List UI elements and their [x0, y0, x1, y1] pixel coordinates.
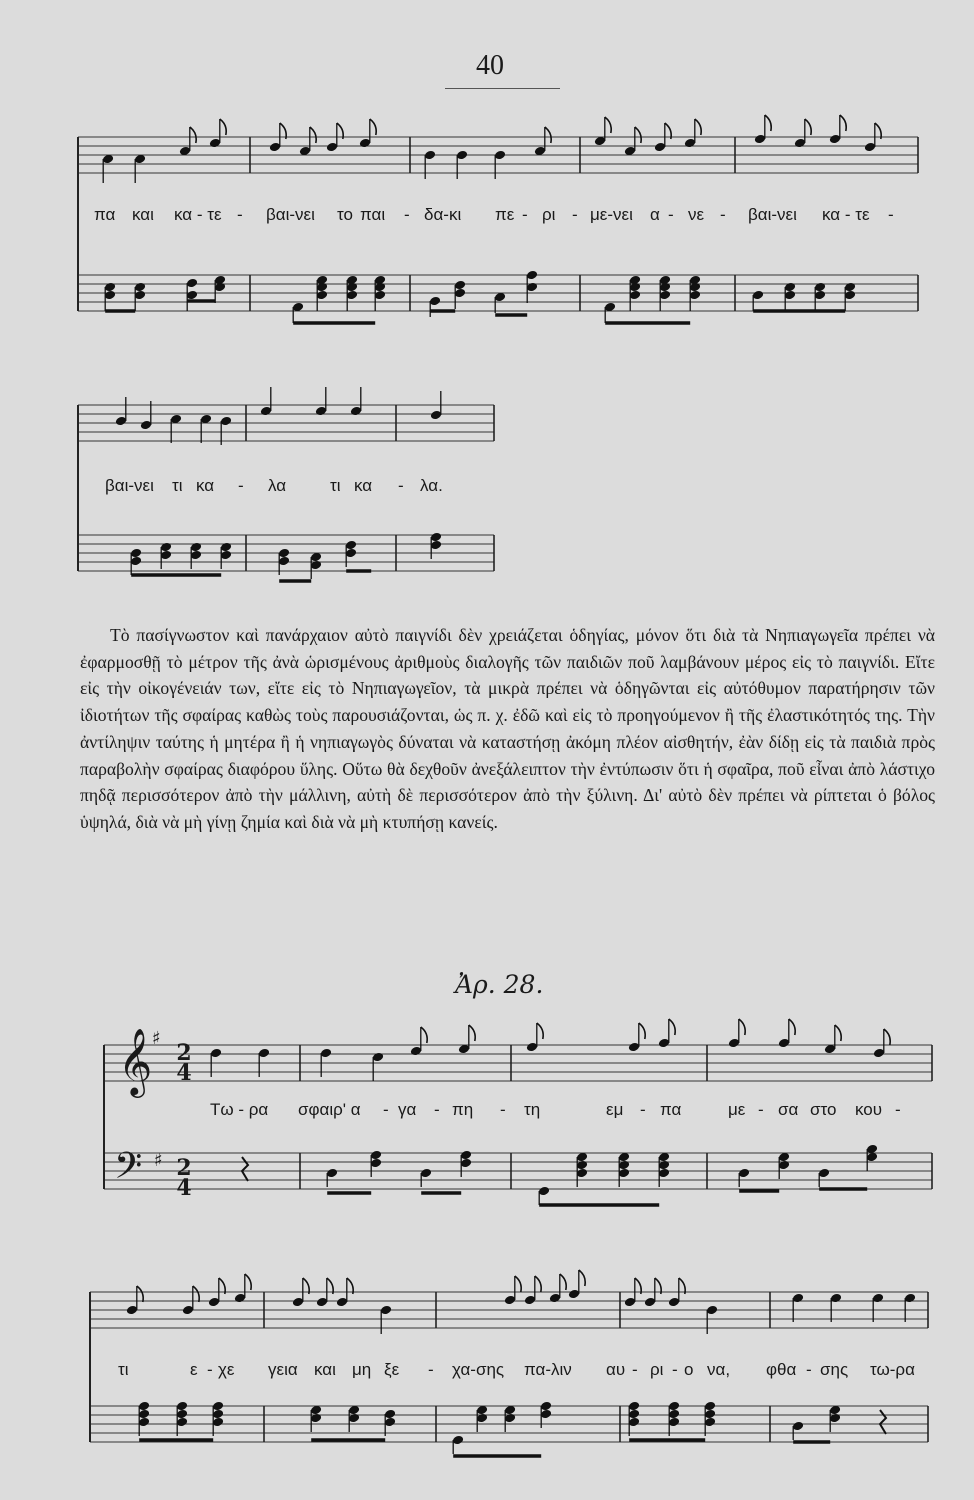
lyric: γα	[398, 1100, 417, 1119]
lyric: πε	[495, 205, 515, 224]
lyric: στο	[810, 1100, 837, 1119]
lyric: ξε	[384, 1360, 400, 1379]
lyric: φθα	[766, 1360, 797, 1379]
note-flag	[190, 127, 196, 143]
system-3-lyrics	[0, 1100, 974, 1124]
note-flag	[739, 1019, 745, 1035]
lyric: κα - τε	[174, 205, 222, 224]
page-number: 40	[476, 50, 504, 81]
note-flag	[310, 127, 316, 143]
lyric: γεια	[268, 1360, 298, 1379]
paragraph: Τὸ πασίγνωστον καὶ πανάρχαιον αὐτὸ παιγνίδι δὲν χρειάζεται ὁδηγίας, μόνον ὅτι διὰ τὰ Νηπιαγωγεῖα πρέπει νὰ ἐφαρμοσθῇ τὸ μέτρον τῆς ἀνὰ ὡρισμένους ἀριθμοὺς διαλογῆς τῶν παιδιῶν ποῦ λαμβάνουν μέρος εἰς τὸ παιγνίδι. Εἴτε εἰς τὴν οἰκογένειάν των, εἴτε εἰς τὸ Νηπιαγωγεῖον, τὰ μικρὰ πρέπει νὰ ὁδηγῶνται εἰς αὐτόθυμον παρατήρησιν τῶν ἰδιοτήτων τῆς σφαίρας καθὼς τοὺς παρουσιάζονται, ὡς π. χ. ἐδῶ καὶ εἰς τὸ προηγούμενον ἢ τῆς ἐλαστικότητός της. Τὴν ἀντίληψιν ταύτης ἡ μητέρα ἢ ἡ νηπιαγωγὸς δύναται νὰ καταστήσῃ ἀκόμη πλέον αἰσθητήν, ἐὰν δίδῃ εἰς τὰ παιδιὰ πρὸς παραβολὴν σφαίρας διαφόρου ὕλης. Οὕτω θὰ δεχθοῦν ἀνεξάλειπτον τὴν ἐντύπωσιν ὅτι ἡ σφαῖρα, ποῦ εἶναι ἀπὸ λάστιχο πηδᾷ περισσότερον ἀπὸ τὴν μάλλινη, αὐτὴ δὲ περισσότερον ἀπὸ τὴν ξύλινη. Δι' αὐτὸ δὲν πρέπει νὰ ρίπτεται ὁ βόλος ὑψηλά, διὰ νὰ μὴ γίνῃ ζημία καὶ διὰ νὰ μὴ κτυπήσῃ κανείς.	[80, 625, 935, 832]
lyric: -	[383, 1100, 389, 1119]
note-flag	[605, 117, 611, 133]
note-flag	[789, 1019, 795, 1035]
lyric: ε	[190, 1360, 198, 1379]
lyric: -	[404, 205, 410, 224]
note-flag	[840, 115, 846, 131]
lyric: -	[500, 1100, 506, 1119]
lyric: -	[895, 1100, 901, 1119]
lyric: -	[237, 205, 243, 224]
lyric: σα	[778, 1100, 799, 1119]
system-4-lyrics	[0, 1360, 974, 1384]
lyric: -	[806, 1360, 812, 1379]
lyric: τω-ρα	[870, 1360, 915, 1379]
note-flag	[193, 1286, 199, 1302]
lyric: ο	[684, 1360, 694, 1379]
note-flag	[537, 1023, 543, 1039]
lyric: -	[668, 205, 674, 224]
note-flag	[137, 1286, 143, 1302]
note-flag	[560, 1274, 566, 1290]
lyric: τη	[524, 1100, 541, 1119]
time-signature-treble	[172, 1040, 196, 1086]
lyric: με-νει	[590, 205, 633, 224]
lyric: -	[207, 1360, 213, 1379]
lyric: κα	[196, 476, 215, 495]
time-signature-bottom: 4	[176, 1060, 192, 1086]
lyric: να,	[707, 1360, 731, 1379]
lyric: δα-κι	[424, 205, 462, 224]
lyric: -	[434, 1100, 440, 1119]
note-flag	[545, 127, 551, 143]
note-flag	[579, 1270, 585, 1286]
lyric: -	[888, 205, 894, 224]
time-signature-top: 2	[176, 1040, 192, 1066]
time-signature-bottom: 4	[176, 1175, 192, 1201]
lyric: -	[758, 1100, 764, 1119]
lyric: -	[238, 476, 244, 495]
lyric: σφαιρ' α	[298, 1100, 361, 1119]
lyric: ρι	[542, 205, 556, 224]
lyric: και	[314, 1360, 336, 1379]
lyric: εμ	[606, 1100, 624, 1119]
lyric: κου	[855, 1100, 883, 1119]
lyric: -	[522, 205, 528, 224]
rest-icon	[880, 1410, 886, 1434]
time-signature-top: 2	[176, 1155, 192, 1181]
lyric: ρι	[650, 1360, 664, 1379]
note-flag	[469, 1025, 475, 1041]
note-flag	[884, 1029, 890, 1045]
lyric: τι	[172, 476, 183, 495]
lyric: Τω - ρα	[210, 1100, 269, 1119]
note-flag	[421, 1027, 427, 1043]
lyric: αυ	[606, 1360, 626, 1379]
bass-clef-icon: 𝄢	[114, 1145, 143, 1196]
lyric: πα-λιν	[524, 1360, 572, 1379]
lyric: πα	[660, 1100, 682, 1119]
lyric: -	[720, 205, 726, 224]
lyric: χε	[218, 1360, 235, 1379]
note-flag	[669, 1019, 675, 1035]
lyric: το	[337, 205, 353, 224]
lyric: με	[728, 1100, 746, 1119]
lyric: βαι-νει	[105, 476, 154, 495]
note-flag	[805, 119, 811, 135]
lyric: και	[132, 205, 154, 224]
note-flag	[765, 115, 771, 131]
lyric: βαι-νει	[748, 205, 797, 224]
note-flag	[370, 119, 376, 135]
note-flag	[835, 1025, 841, 1041]
lyric: χα-σης	[452, 1360, 505, 1379]
lyric: τι	[330, 476, 341, 495]
time-signature-bass	[172, 1155, 196, 1201]
lyric: λα.	[420, 476, 443, 495]
note-flag	[639, 1023, 645, 1039]
lyric: α	[650, 205, 660, 224]
note-flag	[220, 119, 226, 135]
lyric: -	[672, 1360, 678, 1379]
note-flag	[535, 1276, 541, 1292]
lyric: -	[572, 205, 578, 224]
lyric: τι	[118, 1360, 129, 1379]
rest-icon	[242, 1157, 248, 1181]
note-flag	[245, 1274, 251, 1290]
system-1-lyrics	[0, 205, 974, 229]
lyric: πα	[94, 205, 116, 224]
note-flag	[695, 119, 701, 135]
lyric: πη	[452, 1100, 474, 1119]
lyric: λα	[268, 476, 287, 495]
lyric: -	[428, 1360, 434, 1379]
lyric: νε	[688, 205, 705, 224]
lyric: παι	[360, 205, 386, 224]
note-flag	[635, 127, 641, 143]
header-rule	[445, 88, 560, 89]
note-flag	[515, 1276, 521, 1292]
lyric: βαι-νει	[266, 205, 315, 224]
lyric: -	[398, 476, 404, 495]
lyric: κα - τε	[822, 205, 870, 224]
sharp-icon: ♯	[154, 1150, 163, 1171]
system-2-lyrics	[0, 476, 974, 500]
treble-clef-icon: 𝄞	[118, 1027, 153, 1095]
lyric: κα	[354, 476, 373, 495]
sharp-icon: ♯	[152, 1028, 161, 1049]
lyric: μη	[352, 1360, 372, 1379]
section-title: Ἀρ. 28.	[455, 970, 544, 999]
lyric: -	[640, 1100, 646, 1119]
body-text	[80, 622, 935, 836]
lyric: σης	[820, 1360, 849, 1379]
lyric: -	[632, 1360, 638, 1379]
